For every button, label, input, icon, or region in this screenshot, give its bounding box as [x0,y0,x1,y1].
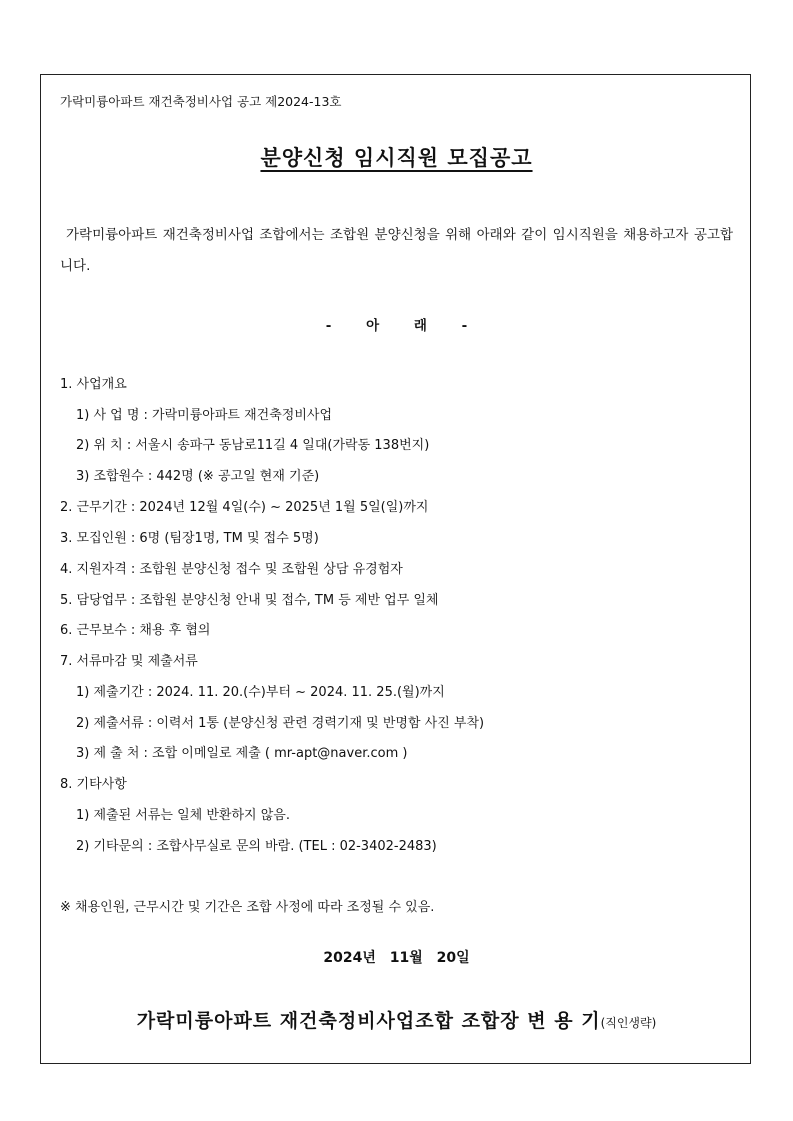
section-qualifications: 4. 지원자격 : 조합원 분양신청 접수 및 조합원 상담 유경험자 [60,562,403,577]
section-recruit-count: 3. 모집인원 : 6명 (팀장1명, TM 및 접수 5명) [60,531,319,546]
below-heading: - 아 래 - [325,318,468,334]
notice-date: 2024년 11월 20일 [323,950,470,966]
item-inquiry: 2) 기타문의 : 조합사무실로 문의 바람. (TEL : 02-3402-2483) [76,839,437,854]
section-business-overview: 1. 사업개요 [60,377,127,392]
item-submission-period: 1) 제출기간 : 2024. 11. 20.(수)부터 ~ 2024. 11. 25.(월)까지 [76,685,445,700]
item-project-name: 1) 사 업 명 : 가락미륭아파트 재건축정비사업 [76,408,333,423]
item-submit-to: 3) 제 출 처 : 조합 이메일로 제출 ( mr-apt@naver.com ) [76,746,408,761]
signature-name: 가락미륭아파트 재건축정비사업조합 조합장 변 용 기 [136,1010,601,1032]
seal-omitted-note: (직인생략) [600,1016,657,1030]
item-location: 2) 위 치 : 서울시 송파구 동남로11길 4 일대(가락동 138번지) [76,438,430,453]
section-pay: 6. 근무보수 : 채용 후 협의 [60,623,211,638]
page-title-text: 분양신청 임시직원 모집공고 [260,146,533,170]
section-work-period: 2. 근무기간 : 2024년 12월 4일(수) ~ 2025년 1월 5일(일)까지 [60,500,429,515]
notice-number: 가락미륭아파트 재건축정비사업 공고 제2024-13호 [60,94,342,109]
page-title [0,145,793,171]
section-misc: 8. 기타사항 [60,777,127,792]
intro-paragraph: 가락미륭아파트 재건축정비사업 조합에서는 조합원 분양신청을 위해 아래와 같이 임시직원을 채용하고자 공고합니다. [60,227,733,274]
item-member-count: 3) 조합원수 : 442명 (※ 공고일 현재 기준) [76,469,320,484]
footnote: ※ 채용인원, 근무시간 및 기간은 조합 사정에 따라 조정될 수 있음. [60,900,435,915]
section-duties: 5. 담당업무 : 조합원 분양신청 안내 및 접수, TM 등 제반 업무 일체 [60,593,439,608]
item-no-return: 1) 제출된 서류는 일체 반환하지 않음. [76,808,290,823]
item-required-documents: 2) 제출서류 : 이력서 1통 (분양신청 관련 경력기재 및 반명함 사진 부착) [76,716,485,731]
section-documents: 7. 서류마감 및 제출서류 [60,654,198,669]
signature-line [0,1008,793,1037]
